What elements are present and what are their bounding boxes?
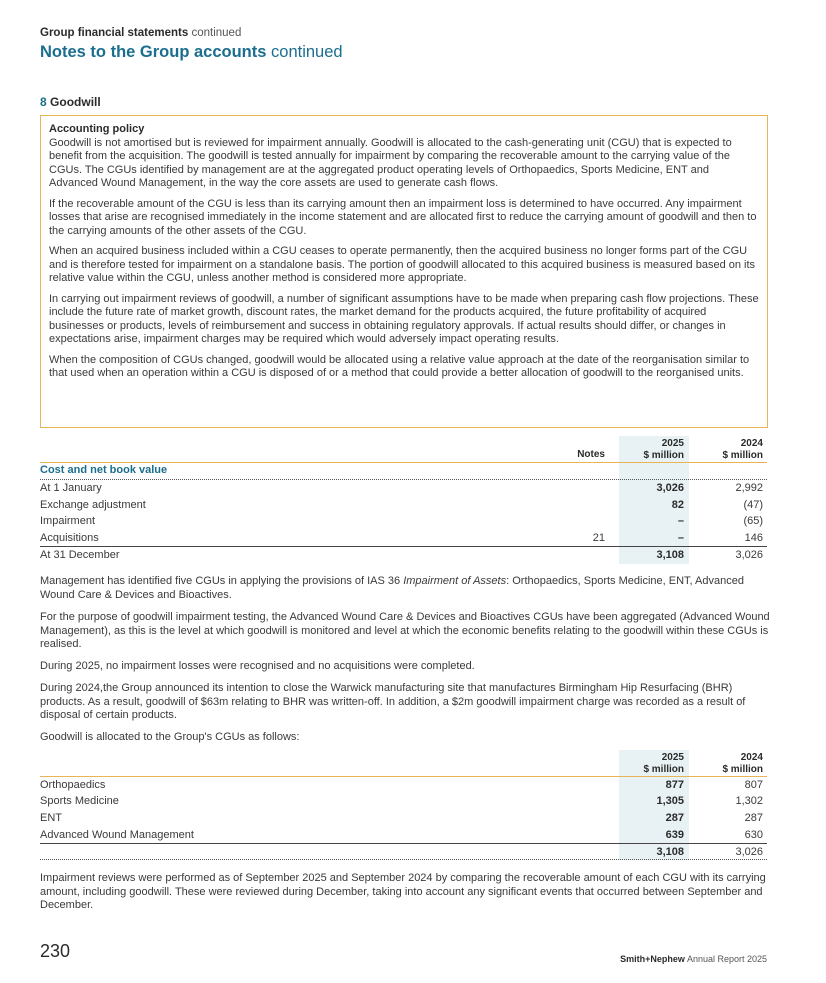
total-value-2025: 3,108 <box>656 846 684 858</box>
table-row <box>40 497 767 513</box>
brand-name: Smith+Nephew <box>620 954 685 964</box>
policy-paragraph: When an acquired business included within a CGU ceases to operate permanently, then the acquired business no longer forms part of the CGU and is therefore tested for impairment on a standalone basis. The portion of goodwill allocated to this acquired business is measured based on its relative value within the CGU, unless another method is considered more appropriate. <box>49 245 756 284</box>
policy-heading: Accounting policy <box>49 123 145 135</box>
column-header-2024 <box>722 438 763 461</box>
row-value-2024: 146 <box>744 532 763 544</box>
table-subheading: Cost and net book value <box>40 464 168 476</box>
column-year-2024: 2024 <box>740 752 763 763</box>
table-row <box>40 513 767 529</box>
row-value-2024: 630 <box>744 829 763 841</box>
page-number: 230 <box>40 941 71 961</box>
table-row <box>40 480 767 496</box>
row-label: Advanced Wound Management <box>40 829 194 841</box>
column-year-2025: 2025 <box>661 752 684 763</box>
column-unit-2024: $ million <box>722 449 763 461</box>
paragraph-text: Management has identified five CGUs in applying the provisions of IAS 36 <box>40 575 404 587</box>
breadcrumb <box>40 27 241 41</box>
table-row <box>40 777 767 793</box>
accounting-policy-box <box>40 115 768 428</box>
row-value-2024: 3,026 <box>735 549 763 561</box>
row-value-2024: (47) <box>743 499 763 511</box>
row-value-2025: 3,108 <box>656 549 684 561</box>
table-row-total <box>40 547 767 563</box>
body-paragraph: During 2025, no impairment losses were recognised and no acquisitions were completed. <box>40 660 475 672</box>
column-header-notes <box>577 449 605 461</box>
row-value-2024: 2,992 <box>735 482 763 494</box>
body-paragraph: Impairment reviews were performed as of September 2025 and September 2024 by comparing the recoverable amount of each CGU with its carrying amount, including goodwill. These were reviewed during December, taking into account any significant events that occurred between September and December. <box>40 872 766 911</box>
policy-paragraph: Goodwill is not amortised but is reviewed for impairment annually. Goodwill is allocated to the cash-generating unit (CGU) that is expected to benefit from the acquisition. The goodwill is tested annually for impairment by comparing the recoverable amount to the carrying value of the CGUs. The CGUs identified by management are at the aggregated product operating levels of Orthopaedics, Sports Medicine, ENT and Advanced Wound Management, in the way the core assets are used to generate cash flows. <box>49 136 732 189</box>
report-name: Annual Report 2025 <box>686 954 767 964</box>
row-value-2024: 287 <box>744 812 763 824</box>
row-label: Impairment <box>40 515 96 527</box>
breadcrumb-section: Group financial statements <box>40 27 189 39</box>
page-title-continued: continued <box>271 43 343 61</box>
row-value-2024: 1,302 <box>735 795 763 807</box>
table-row-total <box>40 844 767 860</box>
row-value-2025: – <box>677 532 684 544</box>
body-paragraph: Goodwill is allocated to the Group's CGUs as follows: <box>40 731 300 743</box>
row-value-2025: 639 <box>665 829 684 841</box>
notes-header-label: Notes <box>577 449 605 460</box>
column-unit-2025: $ million <box>643 449 684 461</box>
row-value-2024: 807 <box>744 779 763 791</box>
body-paragraph: For the purpose of goodwill impairment testing, the Advanced Wound Care & Devices and Bioactives CGUs have been aggregated (Advanced Wound Management), as this is the level at which goodwill is monitored and level at which the economic benefits relating to the goodwill within these CGUs is realised. <box>40 611 770 650</box>
section-title: Goodwill <box>50 95 101 109</box>
row-label: ENT <box>40 812 62 824</box>
table-row <box>40 530 767 546</box>
table-row <box>40 810 767 826</box>
page-title <box>40 43 343 61</box>
row-label: At 31 December <box>40 549 120 561</box>
row-value-2025: 287 <box>665 812 684 824</box>
goodwill-movement-table <box>40 436 767 564</box>
row-value-2024: (65) <box>743 515 763 527</box>
row-label: Sports Medicine <box>40 795 119 807</box>
goodwill-allocation-table <box>40 750 767 860</box>
column-header-2024 <box>722 752 763 775</box>
policy-paragraph: In carrying out impairment reviews of goodwill, a number of significant assumptions have to be made when preparing cash flow projections. These include the future rate of market growth, discount rates, the market demand for the products acquired, the future profitability of acquired businesses or products, levels of reimbursement and success in obtaining regulatory approvals. If actual results should differ, or changes in expectations arise, impairment charges may be required which would adversely impact operating results. <box>49 292 759 345</box>
column-unit-2024: $ million <box>722 763 763 775</box>
total-bottom-rule <box>40 859 767 860</box>
row-label: Acquisitions <box>40 532 99 544</box>
row-label: Exchange adjustment <box>40 499 146 511</box>
body-paragraph: During 2024,the Group announced its intention to close the Warwick manufacturing site that manufactures Birmingham Hip Resurfacing (BHR) products. As a result, goodwill of $63m relating to BHR was written-off. In addition, a $2m goodwill impairment charge was recorded as a result of disposal of certain products. <box>40 682 746 721</box>
paragraph-text: : Orthopaedics, Sports Medicine, ENT, Advanced Wound Care & Devices and Bioactives. <box>40 575 744 601</box>
row-label: Orthopaedics <box>40 779 106 791</box>
body-paragraph <box>40 575 770 602</box>
footer-brand <box>620 953 767 967</box>
header-rule <box>40 462 767 463</box>
row-value-2025: – <box>677 515 684 527</box>
column-year-2024: 2024 <box>740 438 763 449</box>
column-unit-2025: $ million <box>643 763 684 775</box>
row-label: At 1 January <box>40 482 102 494</box>
policy-paragraph: When the composition of CGUs changed, goodwill would be allocated using a relative value approach at the date of the reorganisation similar to that used when an operation within a CGU is disposed of or a method that could provide a better allocation of goodwill to the reorganised units. <box>49 353 750 379</box>
table-row <box>40 827 767 843</box>
column-year-2025: 2025 <box>661 438 684 449</box>
row-value-2025: 877 <box>665 779 684 791</box>
section-number: 8 <box>40 95 47 109</box>
row-value-2025: 3,026 <box>656 482 684 494</box>
breadcrumb-continued: continued <box>191 27 242 39</box>
policy-paragraph: If the recoverable amount of the CGU is less than its carrying amount then an impairment loss is determined to have occurred. Any impairment losses that arise are recognised immediately in the income statement and are allocated first to reduce the carrying amount of goodwill and then to the carrying amounts of the other assets of the CGU. <box>49 197 757 237</box>
standard-title: Impairment of Assets <box>403 575 507 587</box>
section-heading <box>40 96 101 110</box>
total-value-2024: 3,026 <box>735 846 763 858</box>
row-note: 21 <box>592 532 605 544</box>
column-header-2025 <box>643 438 684 461</box>
row-value-2025: 82 <box>671 499 684 511</box>
table-row <box>40 793 767 809</box>
column-header-2025 <box>643 752 684 775</box>
row-value-2025: 1,305 <box>656 795 684 807</box>
page-title-text: Notes to the Group accounts <box>40 43 267 61</box>
